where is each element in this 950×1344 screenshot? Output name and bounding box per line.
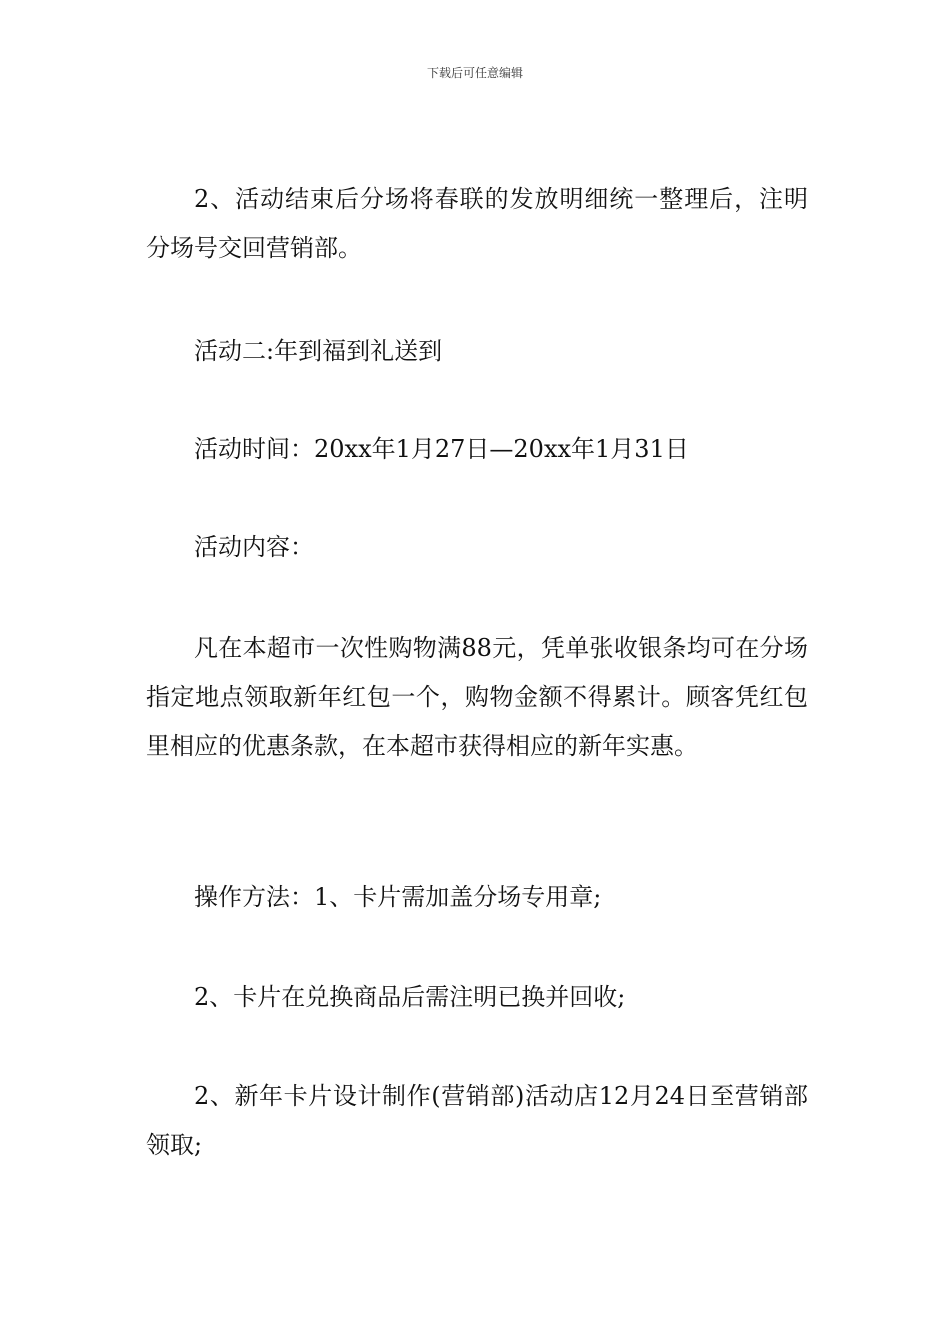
paragraph-card-recycle: 2、卡片在兑换商品后需注明已换并回收; (194, 983, 626, 1011)
paragraph-operation-method: 操作方法：1、卡片需加盖分场专用章; (194, 883, 602, 911)
paragraph-activity-content-label: 活动内容： (194, 533, 314, 561)
paragraph-activity-two-title: 活动二:年到福到礼送到 (194, 337, 443, 365)
paragraph-summary-return: 2、活动结束后分场将春联的发放明细统一整理后，注明分场号交回营销部。 (146, 185, 808, 262)
paragraph-card-design: 2、新年卡片设计制作(营销部)活动店12月24日至营销部领取; (146, 1082, 808, 1159)
paragraph-activity-content: 凡在本超市一次性购物满88元，凭单张收银条均可在分场指定地点领取新年红包一个，购物金额不得累计。顾客凭红包里相应的优惠条款，在本超市获得相应的新年实惠。 (146, 634, 808, 760)
page-header: 下载后可任意编辑 (426, 66, 523, 80)
paragraph-activity-time: 活动时间：20xx年1月27日—20xx年1月31日 (194, 435, 689, 463)
